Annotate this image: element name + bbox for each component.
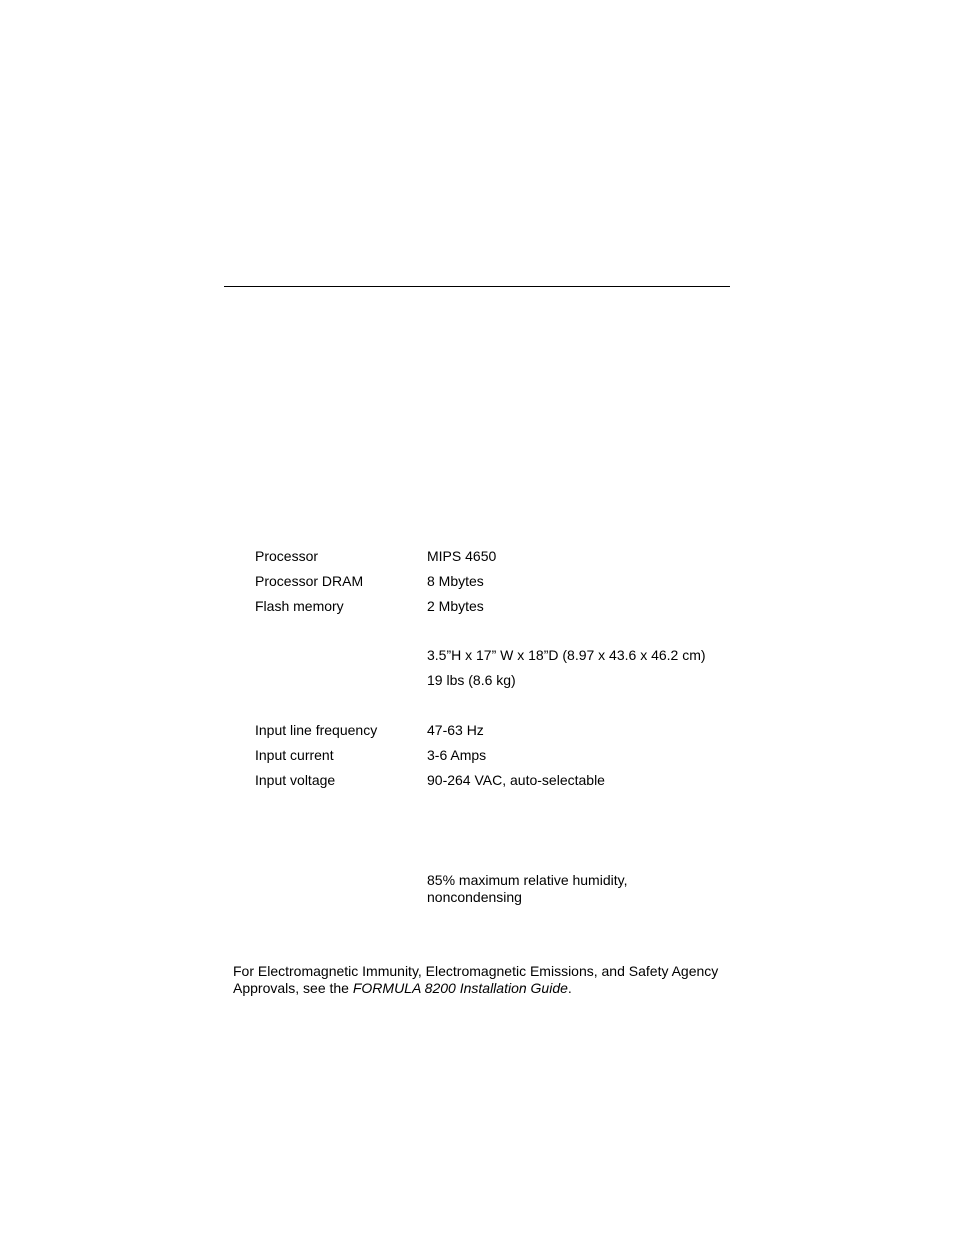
spec-value: 3.5”H x 17” W x 18”D (8.97 x 43.6 x 46.2 cm) bbox=[427, 647, 706, 663]
note-text: Approvals, see the bbox=[233, 980, 353, 996]
note-line: For Electromagnetic Immunity, Electromagnetic Emissions, and Safety Agency bbox=[233, 963, 719, 979]
approvals-note bbox=[233, 963, 733, 997]
spec-value: 2 Mbytes bbox=[427, 598, 484, 614]
spec-value: 19 lbs (8.6 kg) bbox=[427, 672, 516, 688]
spec-value: MIPS 4650 bbox=[427, 548, 497, 564]
spec-value: 47-63 Hz bbox=[427, 722, 484, 738]
note-line bbox=[233, 980, 733, 997]
guide-title: FORMULA 8200 Installation Guide bbox=[352, 980, 568, 996]
spec-value: 3-6 Amps bbox=[427, 747, 487, 763]
note-text: . bbox=[567, 980, 572, 996]
spec-label: Flash memory bbox=[255, 598, 344, 614]
spec-value: 8 Mbytes bbox=[427, 573, 484, 589]
spec-label: Processor bbox=[255, 548, 319, 564]
spec-value-line: noncondensing bbox=[427, 889, 522, 905]
spec-value: 90-264 VAC, auto-selectable bbox=[427, 772, 605, 788]
spec-label: Input line frequency bbox=[255, 722, 378, 738]
spec-label: Input voltage bbox=[255, 772, 336, 788]
horizontal-rule bbox=[224, 286, 730, 287]
spec-label: Processor DRAM bbox=[255, 573, 364, 589]
spec-row-humidity bbox=[427, 872, 627, 906]
spec-value-line: 85% maximum relative humidity, bbox=[427, 872, 628, 888]
spec-label: Input current bbox=[255, 747, 334, 763]
